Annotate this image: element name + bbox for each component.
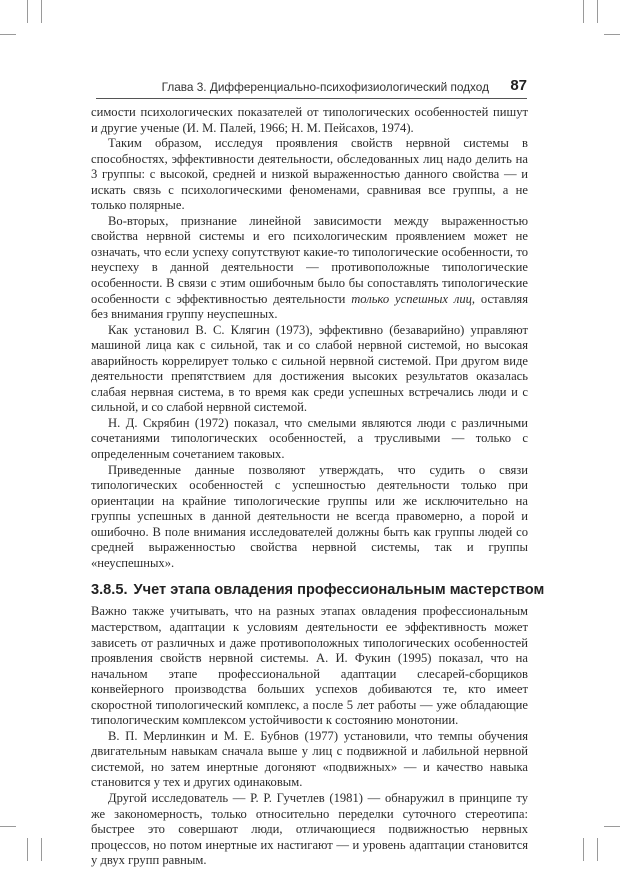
running-header (96, 77, 527, 99)
paragraph: Как установил В. С. Клягин (1973), эффективно (безаварийно) управляют машиной лица как с сильной, так и со слабой нервной системой, но высокая аварийность коррелирует только с сильной нервной системой. При другом виде деятельности препятствием для достижения высоких результатов оказалась слабая нервная система, в то время как среди успешных встречались люди и с сильной, и со слабой нервной системой. (91, 322, 528, 415)
paragraph: Другой исследователь — Р. Р. Гучетлев (1981) — обнаружил в принципе ту же закономерность, только относительно переделки суточного стереотипа: быстрее это совершают люди, отличающиеся подвижностью нервных процессов, но потом инертные их настигают — и уровень адаптации становится у двух групп равным. (91, 790, 528, 868)
paragraph: В. П. Мерлинкин и М. Е. Бубнов (1977) установили, что темпы обучения двигательным навыкам сначала выше у лиц с подвижной и лабильной нервной системой, но затем инертные догоняют «подвижных» — и качество навыка становится у тех и других одинаковым. (91, 728, 528, 790)
section-number: 3.8.5. (91, 582, 128, 599)
crop-mark (597, 838, 598, 861)
paragraph: Таким образом, исследуя проявления свойств нервной системы в способностях, эффективности деятельности, обследованных лиц надо делить на 3 группы: с высокой, средней и низкой выраженностью данного свойства — и искать связь с психологическими феноменами, сравнивая все группы, а не только полярные. (91, 136, 528, 213)
crop-mark (597, 0, 598, 23)
paragraph: симости психологических показателей от типологических особенностей пишут и другие ученые (И. М. Палей, 1966; Н. М. Пейсахов, 1974). (91, 105, 528, 135)
crop-mark (604, 826, 620, 827)
section-title: Учет этапа овладения профессиональным мастерством (133, 582, 545, 599)
paragraph: Приведенные данные позволяют утверждать, что судить о связи типологических особенностей с успешностью деятельности только при ориентации на крайние типологические группы или же исключительно на группы успешных в данной деятельности не всегда правомерно, а порой и ошибочно. В поле внимания исследователей должны быть как группы людей со средней выраженностью свойства нервной системы, так и группы «неуспешных». (91, 462, 528, 570)
section-heading (91, 581, 545, 599)
crop-mark (604, 34, 620, 35)
paragraph (91, 214, 528, 323)
emphasis-text: только успешных лиц, (351, 291, 476, 306)
body-text (91, 105, 545, 869)
paragraph: Н. Д. Скрябин (1972) показал, что смелыми являются люди с различными сочетаниями типологических особенностей, а трусливыми — только с определенным сочетанием таковых. (91, 415, 528, 462)
crop-mark (27, 0, 28, 23)
crop-mark (0, 34, 16, 35)
running-title: Глава 3. Дифференциально-психофизиологический подход (161, 80, 489, 94)
crop-mark (41, 0, 42, 23)
crop-mark (41, 838, 42, 861)
paragraph-text: оставляя без внимания группу неуспешных. (91, 291, 528, 322)
paragraph-text: Во-вторых, признание линейной зависимости между выраженностью свойства нервной системы и его психологическим проявлением может не означать, что если успеху сопутствуют какие-то типологические особенности, то неуспеху в данной деятельности — противоположные типологические особенности. В связи с этим ошибочным было бы сопоставлять типологические особенности с эффективностью деятельности (91, 213, 528, 306)
crop-mark (583, 0, 584, 23)
crop-mark (583, 838, 584, 861)
page-number: 87 (510, 77, 527, 94)
paragraph: Важно также учитывать, что на разных этапах овладения профессиональным мастерством, адаптации к условиям деятельности ее эффективность может зависеть от различных и даже противоположных типологических особенностей проявления свойств нервной системы. А. И. Фукин (1995) показал, что на начальном этапе профессиональной адаптации слесарей-сборщиков конвейерного производства больших успехов добиваются те, кто имеет скоростной типологический комплекс, а после 5 лет работы — уже обладающие типологическим комплексом устойчивости к состоянию монотонии. (91, 604, 528, 728)
crop-mark (27, 838, 28, 861)
crop-mark (0, 826, 16, 827)
